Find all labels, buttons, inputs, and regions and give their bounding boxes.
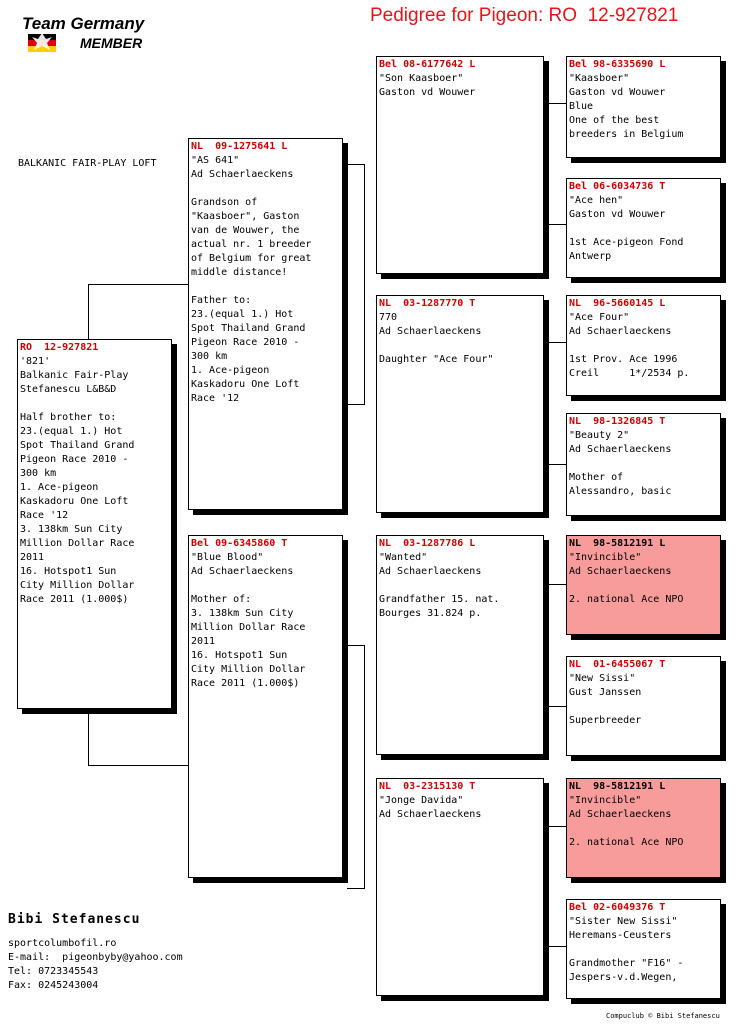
connector bbox=[548, 946, 566, 947]
card-details: "Jonge Davida" Ad Schaerlaeckens bbox=[379, 795, 482, 820]
ring-number: NL 03-2315130 T bbox=[379, 781, 476, 792]
sire-card bbox=[188, 138, 343, 510]
ring-number: NL 03-1287770 T bbox=[379, 298, 476, 309]
logo-line1: Team Germany bbox=[22, 14, 145, 33]
subject-card bbox=[17, 339, 172, 709]
card-details: 770 Ad Schaerlaeckens Daughter "Ace Four" bbox=[379, 312, 494, 365]
great-grandparent-card bbox=[566, 178, 721, 278]
connector bbox=[347, 888, 365, 889]
card-details: "Kaasboer" Gaston vd Wouwer Blue One of the best breeders in Belgium bbox=[569, 73, 684, 140]
card-details: '821' Balkanic Fair-Play Stefanescu L&B&D Half brother to: 23.(equal 1.) Hot Spot Thailand Grand Pigeon Race 2010 - 300 km 1. Ace-pigeon Kaskadoru One Loft Race '12 3. 138km Sun City Million Dollar Race 2011 16. Hotspot1 Sun City Million Dollar Race 2011 (1.000$) bbox=[20, 356, 135, 605]
card-details: "AS 641" Ad Schaerlaeckens Grandson of "Kaasboer", Gaston van de Wouwer, the actual nr. 1 breeder of Belgium for great middle distance! Father to: 23.(equal 1.) Hot Spot Thailand Grand Pigeon Race 2010 - 300 km 1. Ace-pigeon Kaskadoru One Loft Race '12 bbox=[191, 155, 312, 404]
connector bbox=[88, 284, 188, 285]
great-grandparent-card-highlighted bbox=[566, 535, 721, 635]
connector bbox=[88, 284, 89, 339]
ring-number: NL 98-5812191 L bbox=[569, 781, 666, 792]
logo-line2: MEMBER bbox=[80, 35, 143, 51]
connector bbox=[548, 103, 549, 225]
page-title: Pedigree for Pigeon: RO 12-927821 bbox=[370, 5, 679, 26]
email-text[interactable]: E-mail: pigeonbyby@yahoo.com bbox=[8, 952, 183, 963]
card-details: "New Sissi" Gust Janssen Superbreeder bbox=[569, 673, 642, 726]
card-details: "Invincible" Ad Schaerlaeckens 2. national Ace NPO bbox=[569, 552, 684, 605]
great-grandparent-card bbox=[566, 56, 721, 158]
connector bbox=[88, 708, 89, 766]
connector bbox=[548, 826, 566, 827]
connector bbox=[88, 765, 188, 766]
ring-number: Bel 02-6049376 T bbox=[569, 902, 666, 913]
ring-number: NL 98-1326845 T bbox=[569, 416, 666, 427]
owner-name: Bibi Stefanescu bbox=[8, 912, 141, 927]
grandparent-card bbox=[376, 295, 544, 513]
grandparent-card bbox=[376, 56, 544, 274]
ring-number: Bel 98-6335690 L bbox=[569, 59, 666, 70]
connector bbox=[364, 645, 365, 889]
connector bbox=[347, 645, 365, 646]
card-details: "Ace Four" Ad Schaerlaeckens 1st Prov. Ace 1996 Creil 1*/2534 p. bbox=[569, 312, 690, 379]
great-grandparent-card-highlighted bbox=[566, 778, 721, 878]
connector bbox=[548, 224, 566, 225]
card-details: "Beauty 2" Ad Schaerlaeckens Mother of Alessandro, basic bbox=[569, 430, 672, 497]
ring-number: Bel 08-6177642 L bbox=[379, 59, 476, 70]
connector bbox=[548, 584, 549, 707]
ring-number: Bel 06-6034736 T bbox=[569, 181, 666, 192]
ring-number: NL 98-5812191 L bbox=[569, 538, 666, 549]
card-details: "Sister New Sissi" Heremans-Ceusters Grandmother "F16" - Jespers-v.d.Wegen, bbox=[569, 916, 684, 983]
ring-number: NL 01-6455067 T bbox=[569, 659, 666, 670]
connector bbox=[364, 164, 365, 405]
great-grandparent-card bbox=[566, 295, 721, 396]
card-details: "Son Kaasboer" Gaston vd Wouwer bbox=[379, 73, 476, 98]
loft-label: BALKANIC FAIR-PLAY LOFT bbox=[18, 158, 157, 169]
website-link[interactable]: sportcolumbofil.ro bbox=[8, 938, 117, 949]
phone-text: Tel: 0723345543 bbox=[8, 966, 99, 977]
connector bbox=[548, 706, 566, 707]
grandparent-card bbox=[376, 535, 544, 755]
card-details: "Wanted" Ad Schaerlaeckens Grandfather 15. nat. Bourges 31.824 p. bbox=[379, 552, 500, 619]
ring-number: Bel 09-6345860 T bbox=[191, 538, 288, 549]
card-details: "Ace hen" Gaston vd Wouwer 1st Ace-pigeon Fond Antwerp bbox=[569, 195, 684, 262]
ring-number: NL 03-1287786 L bbox=[379, 538, 476, 549]
connector bbox=[548, 342, 566, 343]
great-grandparent-card bbox=[566, 413, 721, 516]
great-grandparent-card bbox=[566, 899, 721, 999]
connector bbox=[548, 464, 566, 465]
dam-card bbox=[188, 535, 343, 878]
connector bbox=[548, 103, 566, 104]
credit-text: Compuclub © Bibi Stefanescu bbox=[606, 1012, 720, 1020]
grandparent-card bbox=[376, 778, 544, 996]
card-details: "Invincible" Ad Schaerlaeckens 2. national Ace NPO bbox=[569, 795, 684, 848]
connector bbox=[347, 164, 365, 165]
connector bbox=[548, 826, 549, 947]
ring-number: NL 96-5660145 L bbox=[569, 298, 666, 309]
great-grandparent-card bbox=[566, 656, 721, 756]
connector bbox=[347, 404, 365, 405]
fax-text: Fax: 0245243004 bbox=[8, 980, 99, 991]
card-details: "Blue Blood" Ad Schaerlaeckens Mother of: 3. 138km Sun City Million Dollar Race 2011 16. Hotspot1 Sun City Million Dollar Race 2011 (1.000$) bbox=[191, 552, 306, 689]
eagle-flag-icon bbox=[28, 30, 56, 56]
ring-number: NL 09-1275641 L bbox=[191, 141, 288, 152]
connector bbox=[548, 342, 549, 465]
ring-number: RO 12-927821 bbox=[20, 342, 99, 353]
connector bbox=[548, 584, 566, 585]
